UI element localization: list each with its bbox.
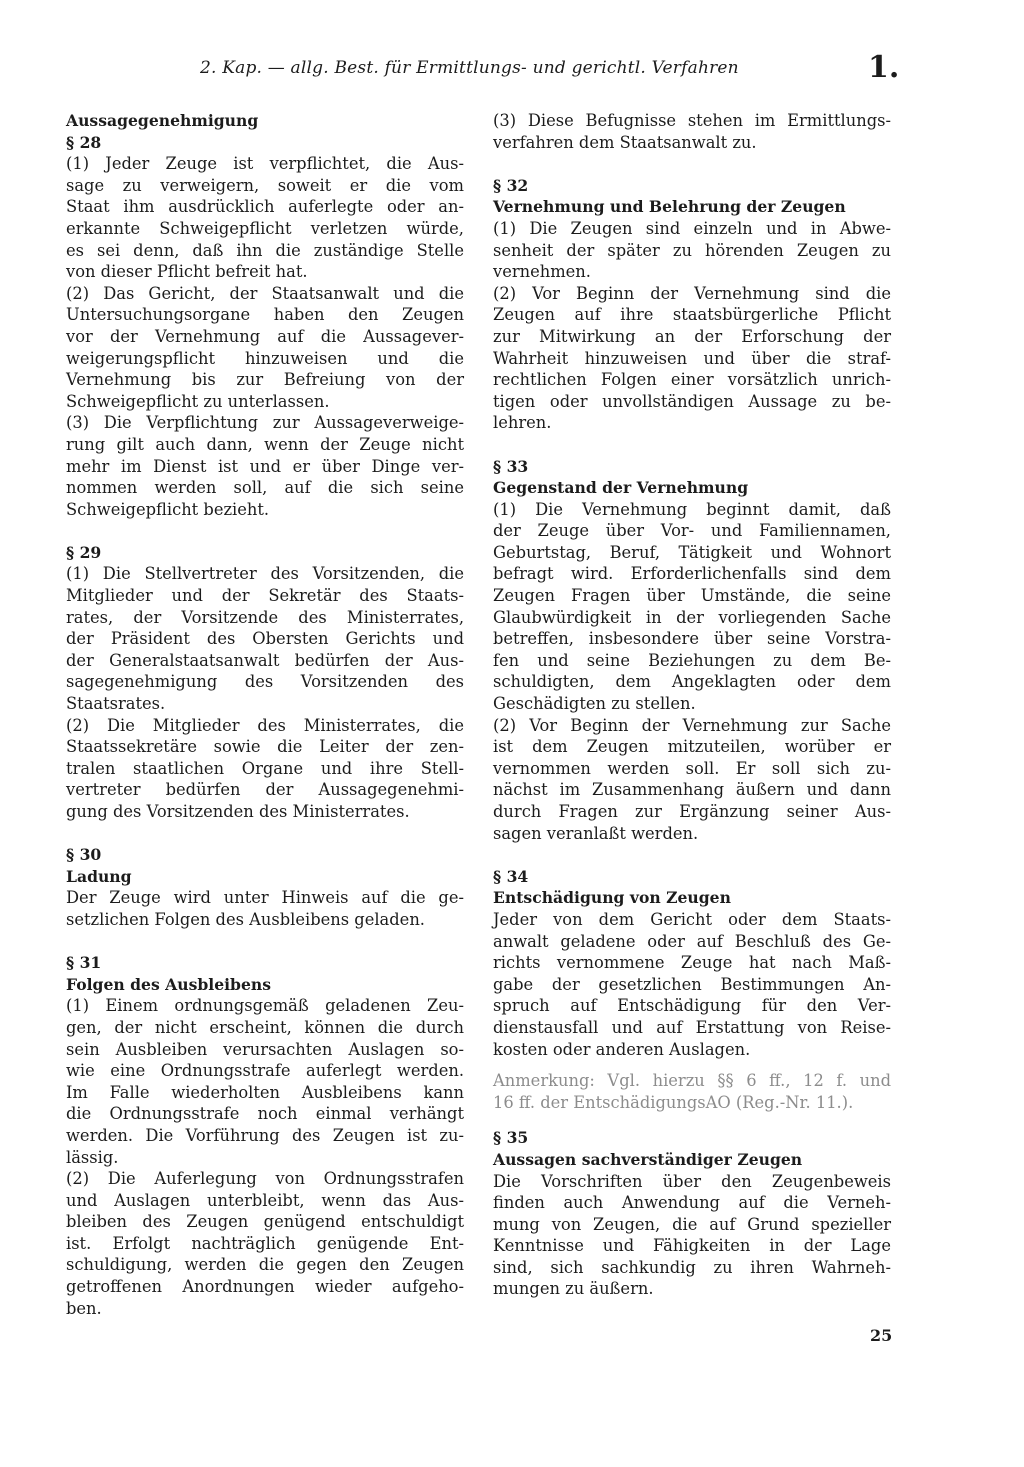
section-title: Gegenstand der Vernehmung	[493, 478, 749, 498]
text-line: der Präsident des Obersten Gerichts und	[66, 629, 464, 649]
paragraph	[66, 715, 464, 823]
text-line: es sei denn, daß ihn die zuständige Stelle	[66, 240, 464, 260]
text-line: schuldigung, werden die gegen den Zeugen	[66, 1255, 464, 1275]
text-line: gung des Vorsitzenden des Ministerrates.	[66, 802, 410, 821]
section-title: Folgen des Ausbleibens	[66, 974, 271, 994]
text-line: Vernehmung bis zur Befreiung von der	[66, 370, 464, 390]
text-line: sind, sich sachkundig zu ihren Wahrneh-	[493, 1257, 891, 1277]
paragraph	[493, 218, 891, 283]
paragraph	[66, 563, 464, 714]
text-line: anwalt geladene oder auf Beschluß des Ge-	[493, 931, 891, 951]
text-line: wie eine Ordnungsstrafe auferlegt werden.	[66, 1061, 464, 1081]
text-line: Jeder von dem Gericht oder dem Staats-	[493, 909, 891, 929]
text-line: ist dem Zeugen mitzuteilen, worüber er	[493, 737, 891, 757]
text-line: Glaubwürdigkeit in der vorliegenden Sache	[493, 607, 891, 627]
text-line: sagegenehmigung des Vorsitzenden des	[66, 672, 464, 692]
section-number: § 32	[493, 175, 529, 195]
text-line: Schweigepflicht bezieht.	[66, 499, 270, 519]
text-line: Wahrheit hinzuweisen und über die straf-	[493, 348, 891, 368]
text-line: Im Falle wiederholten Ausbleibens kann	[66, 1082, 464, 1102]
text-line: tralen staatlichen Organe und ihre Stell-	[66, 758, 464, 778]
text-line: Staat ihm ausdrücklich auferlegte oder an-	[66, 197, 464, 217]
text-line: mung von Zeugen, die auf Grund spezieller	[493, 1214, 891, 1234]
paragraph	[66, 283, 464, 413]
text-line: von dieser Pflicht befreit hat.	[66, 262, 308, 282]
text-line: durch Fragen zur Ergänzung seiner Aus-	[493, 802, 891, 821]
text-line: gen, der nicht erscheint, können die durch	[66, 1017, 464, 1037]
text-line: gabe der gesetzlichen Bestimmungen An-	[493, 974, 891, 994]
section-number: § 33	[493, 456, 529, 476]
text-line: kosten oder anderen Auslagen.	[493, 1039, 751, 1059]
text-line: Mitglieder und der Sekretär des Staats-	[66, 586, 464, 606]
text-line: tigen oder unvollständigen Aussage zu be-	[493, 391, 891, 411]
paragraph	[66, 1168, 464, 1319]
text-line: nächst im Zusammenhang äußern und dann	[493, 780, 891, 800]
text-line: schuldigten, dem Angeklagten oder dem	[493, 672, 891, 692]
text-line: fen und seine Beziehungen zu dem Be-	[493, 650, 891, 670]
text-line: vernommen werden soll. Er soll sich zu-	[493, 758, 891, 778]
text-line: rung gilt auch dann, wenn der Zeuge nicht	[66, 434, 464, 454]
text-line: werden. Die Vorführung des Zeugen ist zu-	[66, 1125, 464, 1145]
text-line: die Ordnungsstrafe noch einmal verhängt	[66, 1104, 464, 1124]
text-line: Geschädigten zu stellen.	[493, 694, 696, 714]
text-line: lässig.	[66, 1147, 119, 1167]
text-line: nommen werden soll, auf die sich seine	[66, 478, 464, 498]
section-number: § 34	[493, 866, 529, 886]
text-line: zur Mitwirkung an der Erforschung der	[493, 326, 891, 346]
paragraph	[66, 995, 464, 1168]
text-line: getroffenen Anordnungen wieder aufgeho-	[66, 1277, 464, 1297]
text-line: (2) Das Gericht, der Staatsanwalt und die	[66, 283, 464, 303]
paragraph	[493, 1171, 891, 1301]
running-title: 2. Kap. — allg. Best. für Ermittlungs- und gerichtl. Verfahren	[200, 58, 739, 78]
text-line: Anmerkung: Vgl. hierzu §§ 6 ff., 12 f. und	[493, 1071, 891, 1091]
text-line: rechtlichen Folgen einer vorsätzlich unrich-	[493, 370, 891, 390]
text-line: sein Ausbleiben verursachten Auslagen so-	[66, 1039, 464, 1059]
text-line: (1) Die Zeugen sind einzeln und in Abwe-	[493, 218, 891, 238]
text-line: rates, der Vorsitzende des Ministerrates,	[66, 607, 464, 627]
text-line: dienstausfall und auf Erstattung von Reise-	[493, 1017, 891, 1037]
text-line: setzlichen Folgen des Ausbleibens geladen.	[66, 909, 425, 929]
paragraph	[493, 283, 891, 434]
text-line: sage zu verweigern, soweit er die vom	[66, 175, 464, 195]
text-line: (2) Die Auferlegung von Ordnungsstrafen	[66, 1169, 464, 1189]
text-line: Geburtstag, Beruf, Tätigkeit und Wohnort	[493, 542, 891, 562]
text-line: Untersuchungsorgane haben den Zeugen	[66, 305, 464, 325]
text-line: erkannte Schweigepflicht verletzen würde,	[66, 218, 464, 238]
text-line: Die Vorschriften über den Zeugenbeweis	[493, 1171, 891, 1191]
text-line: und Auslagen unterbleibt, wenn das Aus-	[66, 1190, 464, 1210]
text-line: bleiben des Zeugen genügend entschuldigt	[66, 1212, 464, 1232]
section-number: § 29	[66, 542, 102, 562]
text-line: (1) Die Stellvertreter des Vorsitzenden, die	[66, 564, 464, 584]
text-line: finden auch Anwendung auf die Verneh-	[493, 1193, 891, 1213]
section-title: Ladung	[66, 866, 132, 886]
text-line: (2) Vor Beginn der Vernehmung zur Sache	[493, 715, 891, 735]
section-title: Vernehmung und Belehrung der Zeugen	[493, 197, 846, 217]
text-line: Zeugen Fragen über Umstände, die seine	[493, 586, 891, 606]
page-number: 25	[870, 1326, 893, 1345]
paragraph	[66, 153, 464, 283]
text-line: lehren.	[493, 413, 552, 433]
text-line: Der Zeuge wird unter Hinweis auf die ge-	[66, 888, 464, 908]
section-title: Entschädigung von Zeugen	[493, 888, 731, 908]
text-line: vernehmen.	[493, 262, 591, 282]
text-line: Staatssekretäre sowie die Leiter der zen-	[66, 737, 464, 757]
text-line: (2) Die Mitglieder des Ministerrates, die	[66, 715, 464, 735]
text-line: mehr im Dienst ist und er über Dinge ver-	[66, 456, 464, 476]
text-line: (1) Jeder Zeuge ist verpflichtet, die Aus-	[66, 154, 464, 174]
text-line: spruch auf Entschädigung für den Ver-	[493, 996, 891, 1016]
text-line: betreffen, insbesondere über seine Vorstra-	[493, 629, 891, 649]
paragraph	[493, 715, 891, 845]
text-line: Staatsrates.	[66, 694, 166, 714]
text-line: befragt wird. Erforderlichenfalls sind dem	[493, 564, 891, 584]
chapter-number: 1.	[868, 50, 900, 85]
paragraph	[493, 909, 891, 1060]
text-line: vor der Vernehmung auf die Aussagever-	[66, 326, 464, 346]
text-line: verfahren dem Staatsanwalt zu.	[493, 132, 757, 152]
text-line: mungen zu äußern.	[493, 1279, 654, 1299]
text-line: (3) Die Verpflichtung zur Aussageverweige-	[66, 413, 464, 433]
text-line: (3) Diese Befugnisse stehen im Ermittlungs-	[493, 111, 891, 130]
paragraph	[66, 412, 464, 520]
text-line: (2) Vor Beginn der Vernehmung sind die	[493, 283, 891, 303]
left-column	[66, 110, 464, 1319]
text-line: vertreter bedürfen der Aussagegenehmi-	[66, 780, 464, 800]
paragraph	[493, 110, 891, 153]
text-line: sagen veranlaßt werden.	[493, 823, 699, 843]
text-line: (1) Die Vernehmung beginnt damit, daß	[493, 499, 891, 519]
text-line: ben.	[66, 1298, 102, 1318]
section-number: § 30	[66, 845, 102, 865]
text-line: ist. Erfolgt nachträglich genügende Ent-	[66, 1233, 464, 1253]
section-title: Aussagegenehmigung	[66, 111, 259, 130]
text-line: (1) Einem ordnungsgemäß geladenen Zeu-	[66, 996, 464, 1016]
annotation-note	[493, 1070, 891, 1113]
text-line: der Generalstaatsanwalt bedürfen der Aus-	[66, 650, 464, 670]
text-line: senheit der später zu hörenden Zeugen zu	[493, 240, 891, 260]
paragraph	[493, 499, 891, 715]
text-line: weigerungspflicht hinzuweisen und die	[66, 348, 464, 368]
section-title: Aussagen sachverständiger Zeugen	[493, 1149, 803, 1169]
text-line: Zeugen auf ihre staatsbürgerliche Pflicht	[493, 305, 891, 325]
text-line: Kenntnisse und Fähigkeiten in der Lage	[493, 1236, 891, 1256]
text-line: 16 ff. der EntschädigungsAO (Reg.-Nr. 11.).	[493, 1092, 854, 1112]
section-number: § 28	[66, 132, 102, 152]
text-line: richts vernommene Zeuge hat nach Maß-	[493, 953, 891, 973]
text-line: der Zeuge über Vor- und Familiennamen,	[493, 521, 891, 541]
section-number: § 31	[66, 953, 102, 973]
text-line: Schweigepflicht zu unterlassen.	[66, 391, 330, 411]
section-number: § 35	[493, 1128, 529, 1148]
paragraph	[66, 887, 464, 930]
right-column	[493, 110, 891, 1300]
